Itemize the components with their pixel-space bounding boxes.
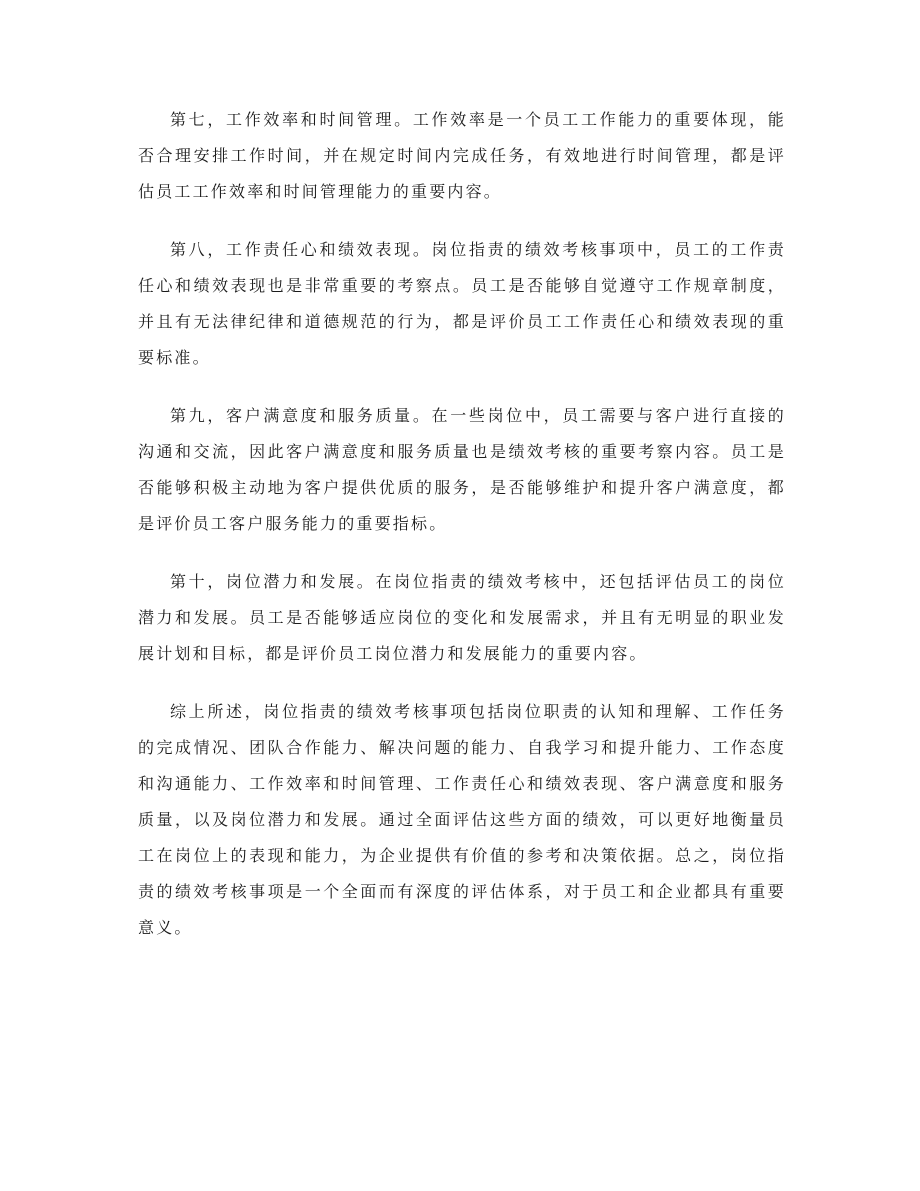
paragraph-eight: 第八，工作责任心和绩效表现。岗位指责的绩效考核事项中，员工的工作责任心和绩效表现也是非常重要的考察点。员工是否能够自觉遵守工作规章制度，并且有无法律纪律和道德规范的行为，都是评价员工工作责任心和绩效表现的重要标准。 <box>138 240 786 367</box>
paragraph-nine: 第九，客户满意度和服务质量。在一些岗位中，员工需要与客户进行直接的沟通和交流，因此客户满意度和服务质量也是绩效考核的重要考察内容。员工是否能够积极主动地为客户提供优质的服务，是否能够维护和提升客户满意度，都是评价员工客户服务能力的重要指标。 <box>138 406 786 533</box>
paragraph-seven: 第七，工作效率和时间管理。工作效率是一个员工工作能力的重要体现，能否合理安排工作时间，并在规定时间内完成任务，有效地进行时间管理，都是评估员工工作效率和时间管理能力的重要内容。 <box>138 110 786 201</box>
paragraph-ten: 第十，岗位潜力和发展。在岗位指责的绩效考核中，还包括评估员工的岗位潜力和发展。员工是否能够适应岗位的变化和发展需求，并且有无明显的职业发展计划和目标，都是评价员工岗位潜力和发展能力的重要内容。 <box>138 572 786 663</box>
paragraph-summary: 综上所述，岗位指责的绩效考核事项包括岗位职责的认知和理解、工作任务的完成情况、团队合作能力、解决问题的能力、自我学习和提升能力、工作态度和沟通能力、工作效率和时间管理、工作责任心和绩效表现、客户满意度和服务质量，以及岗位潜力和发展。通过全面评估这些方面的绩效，可以更好地衡量员工在岗位上的表现和能力，为企业提供有价值的参考和决策依据。总之，岗位指责的绩效考核事项是一个全面而有深度的评估体系，对于员工和企业都具有重要意义。 <box>138 702 786 937</box>
document-body <box>138 102 786 968</box>
